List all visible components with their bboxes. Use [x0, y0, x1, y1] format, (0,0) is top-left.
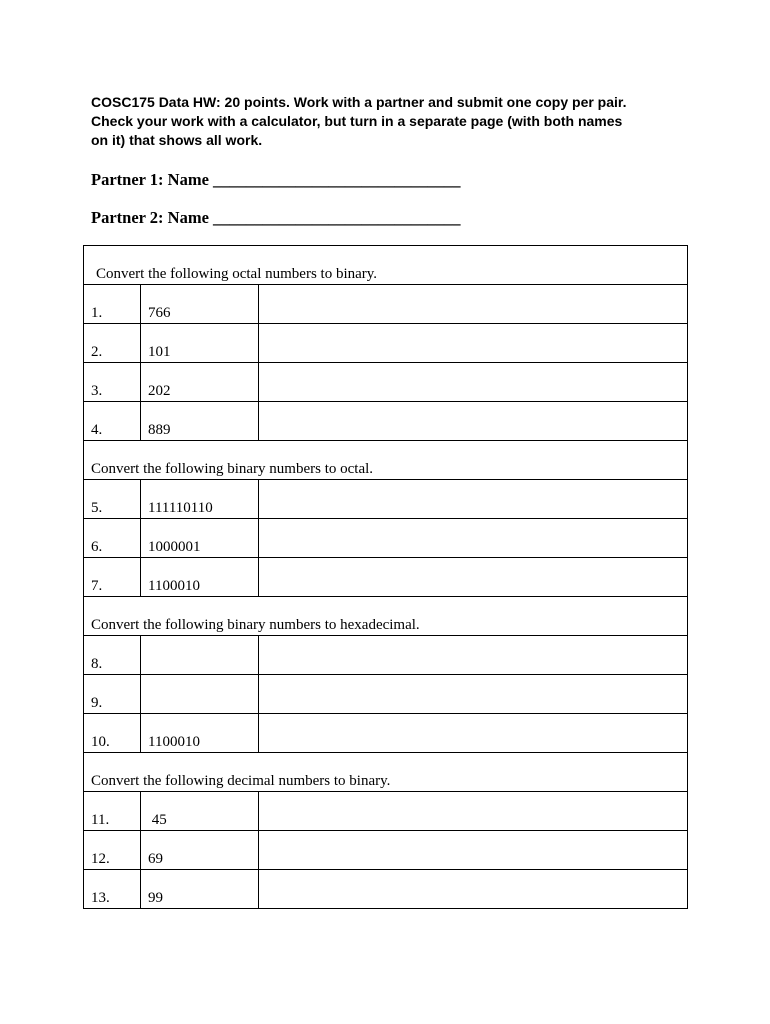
table-row	[84, 519, 688, 558]
problem-value-cell	[141, 870, 259, 909]
answer-cell[interactable]	[259, 558, 688, 597]
problem-value: 45	[148, 812, 167, 828]
answer-cell[interactable]	[259, 519, 688, 558]
instructions-line-2: Check your work with a calculator, but turn in a separate page (with both names	[91, 113, 623, 129]
answer-cell[interactable]	[259, 363, 688, 402]
section-title-cell	[84, 246, 688, 285]
problem-value-cell	[141, 636, 259, 675]
table-row	[84, 636, 688, 675]
table-row	[84, 675, 688, 714]
problem-value: 1000001	[148, 539, 201, 555]
answer-cell[interactable]	[259, 831, 688, 870]
partner-2-name-field: Partner 2: Name ______________________________	[91, 208, 461, 227]
answer-cell[interactable]	[259, 285, 688, 324]
problem-value-cell	[141, 285, 259, 324]
problem-value: 101	[148, 344, 171, 360]
problem-number: 12.	[91, 851, 110, 867]
problem-number: 10.	[91, 734, 110, 750]
problem-number-cell	[84, 519, 141, 558]
problem-number-cell	[84, 636, 141, 675]
section-title-cell	[84, 597, 688, 636]
section-header-row	[84, 246, 688, 285]
problem-number: 2.	[91, 344, 103, 360]
table-row	[84, 870, 688, 909]
problem-number-cell	[84, 324, 141, 363]
problem-value: 1100010	[148, 734, 200, 750]
problem-value-cell	[141, 519, 259, 558]
problem-number-cell	[84, 870, 141, 909]
section-title: Convert the following binary numbers to octal.	[91, 461, 374, 477]
problem-value: 99	[148, 890, 163, 906]
problem-number: 6.	[91, 539, 103, 555]
problem-number-cell	[84, 480, 141, 519]
problem-value: 202	[148, 383, 171, 399]
table-row	[84, 558, 688, 597]
problem-value-cell	[141, 831, 259, 870]
instructions-line-3: on it) that shows all work.	[91, 132, 263, 148]
section-header-row	[84, 597, 688, 636]
section-title-cell	[84, 441, 688, 480]
problem-number: 11.	[91, 812, 110, 828]
problem-number-cell	[84, 831, 141, 870]
assignment-instructions	[91, 93, 691, 150]
problem-number: 5.	[91, 500, 103, 516]
problem-number-cell	[84, 363, 141, 402]
problem-number-cell	[84, 558, 141, 597]
section-title: Convert the following binary numbers to hexadecimal.	[91, 617, 420, 633]
table-row	[84, 285, 688, 324]
answer-cell[interactable]	[259, 480, 688, 519]
section-title: Convert the following decimal numbers to binary.	[91, 773, 391, 789]
answer-cell[interactable]	[259, 636, 688, 675]
section-title-cell	[84, 753, 688, 792]
problem-number: 1.	[91, 305, 103, 321]
problem-value-cell	[141, 714, 259, 753]
table-row	[84, 402, 688, 441]
problem-number: 8.	[91, 656, 103, 672]
table-row	[84, 324, 688, 363]
problem-value-cell	[141, 324, 259, 363]
table-row	[84, 792, 688, 831]
answer-cell[interactable]	[259, 324, 688, 363]
table-row	[84, 714, 688, 753]
problem-number-cell	[84, 714, 141, 753]
problem-value: 766	[148, 305, 171, 321]
problem-value-cell	[141, 480, 259, 519]
problem-number-cell	[84, 402, 141, 441]
problem-number-cell	[84, 285, 141, 324]
table-row	[84, 363, 688, 402]
problem-number: 7.	[91, 578, 103, 594]
problem-number-cell	[84, 675, 141, 714]
answer-cell[interactable]	[259, 675, 688, 714]
table-row	[84, 480, 688, 519]
answer-cell[interactable]	[259, 402, 688, 441]
problem-number: 4.	[91, 422, 103, 438]
section-title: Convert the following octal numbers to binary.	[96, 266, 378, 282]
problem-value-cell	[141, 363, 259, 402]
problem-value-cell	[141, 402, 259, 441]
answer-cell[interactable]	[259, 792, 688, 831]
problem-value-cell	[141, 675, 259, 714]
answer-cell[interactable]	[259, 714, 688, 753]
problem-number: 3.	[91, 383, 103, 399]
problem-number-cell	[84, 792, 141, 831]
problem-value-cell	[141, 792, 259, 831]
instructions-line-1: COSC175 Data HW: 20 points. Work with a partner and submit one copy per pair.	[91, 94, 627, 110]
section-header-row	[84, 753, 688, 792]
problem-value: 69	[148, 851, 163, 867]
partner-1-name-field: Partner 1: Name ______________________________	[91, 170, 461, 189]
table-row	[84, 831, 688, 870]
problem-number: 13.	[91, 890, 110, 906]
problem-value: 1100010	[148, 578, 200, 594]
problem-number: 9.	[91, 695, 103, 711]
problem-value: 889	[148, 422, 171, 438]
problem-value: 111110110	[148, 500, 213, 516]
section-header-row	[84, 441, 688, 480]
answer-cell[interactable]	[259, 870, 688, 909]
homework-table	[83, 245, 688, 909]
problem-value-cell	[141, 558, 259, 597]
